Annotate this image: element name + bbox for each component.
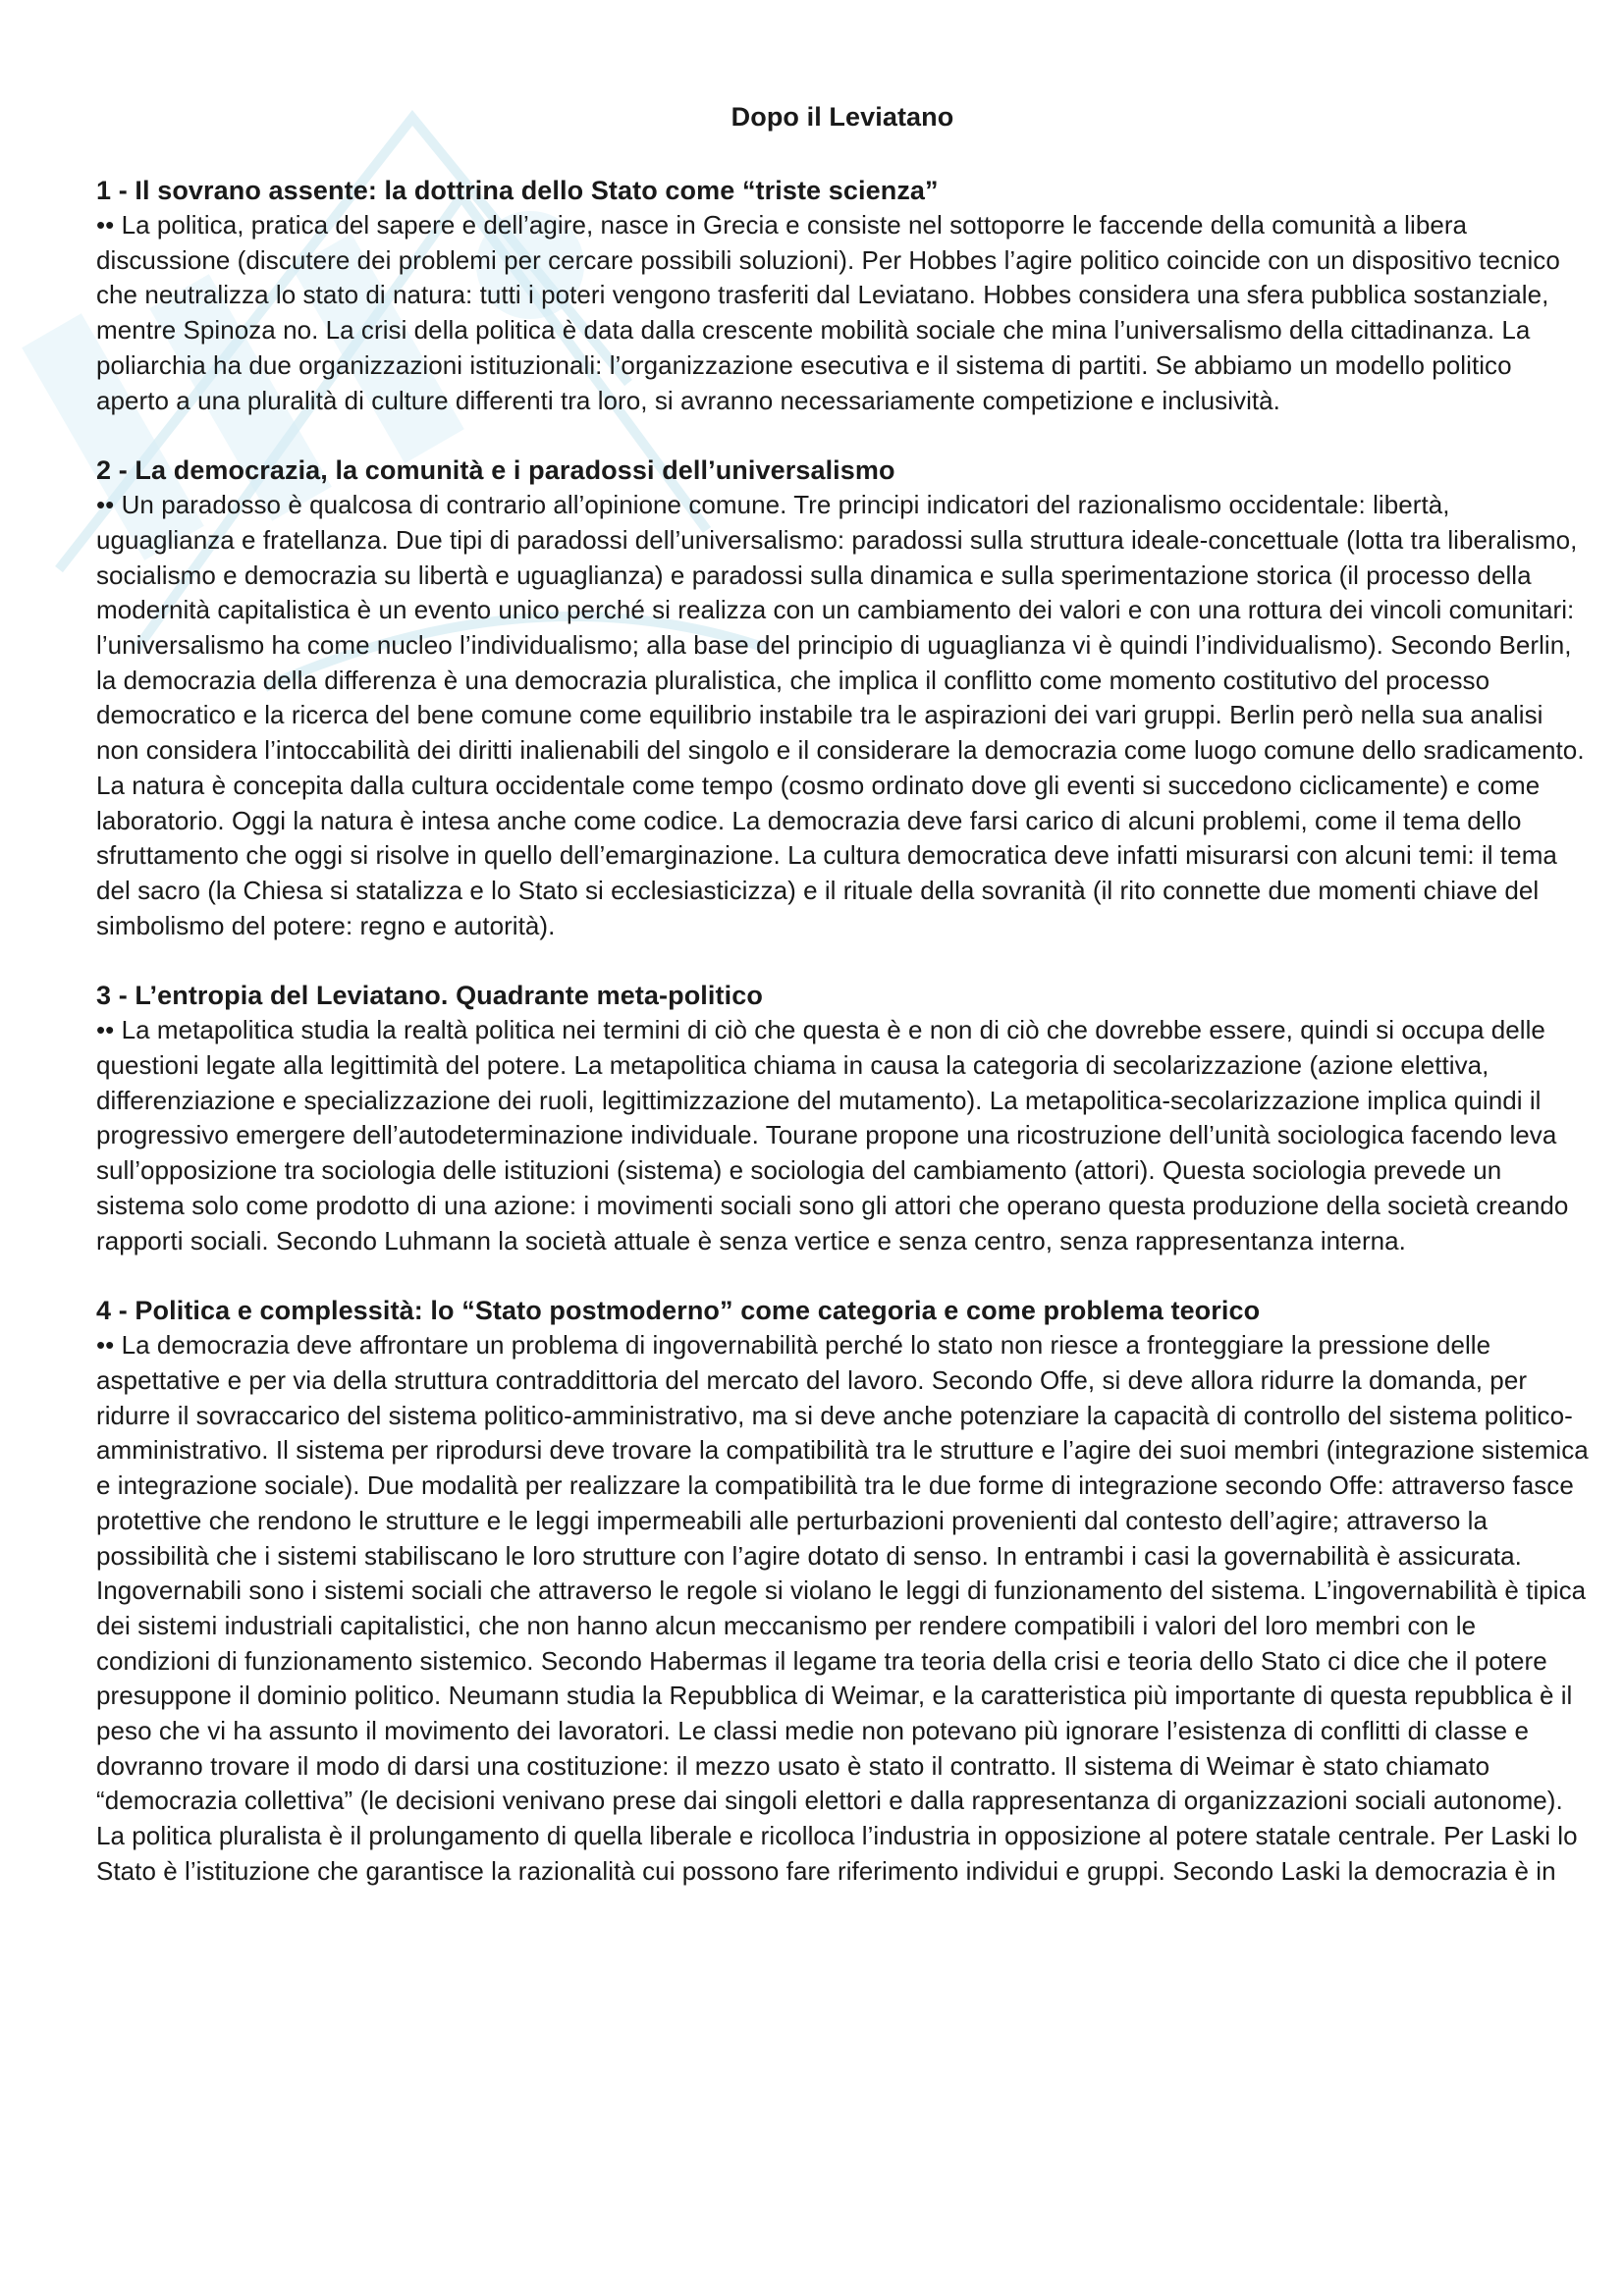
section-2: [96, 453, 1589, 943]
section-body: •• La politica, pratica del sapere e dell’agire, nasce in Grecia e consiste nel sottoporre le faccende della comunità a libera discussione (discutere dei problemi per cercare possibili soluzioni). Per Hobbes l’agire politico coincide con un dispositivo tecnico che neutralizza lo stato di natura: tutti i poteri vengono trasferiti dal Leviatano. Hobbes considera una sfera pubblica sostanziale, mentre Spinoza no. La crisi della politica è data dalla crescente mobilità sociale che mina l’universalismo della cittadinanza. La poliarchia ha due organizzazioni istituzionali: l’organizzazione esecutiva e il sistema di partiti. Se abbiamo un modello politico aperto a una pluralità di culture differenti tra loro, si avranno necessariamente competizione e inclusività.: [96, 210, 1560, 415]
document-page: [96, 98, 1589, 1924]
document-title: Dopo il Leviatano: [731, 102, 954, 132]
section-body: •• Un paradosso è qualcosa di contrario all’opinione comune. Tre principi indicatori del razionalismo occidentale: libertà, uguaglianza e fratellanza. Due tipi di paradossi dell’universalismo: paradossi sulla struttura ideale-concettuale (lotta tra liberalismo, socialismo e democrazia su libertà e uguaglianza) e paradossi sulla dinamica e sulla sperimentazione storica (il processo della modernità capitalistica è un evento unico perché si realizza con un cambiamento dei valori e con una rottura dei vincoli comunitari: l’universalismo ha come nucleo l’individualismo; alla base del principio di uguaglianza vi è quindi l’individualismo). Secondo Berlin, la democrazia della differenza è una democrazia pluralistica, che implica il conflitto come momento costitutivo del processo democratico e la ricerca del bene comune come equilibrio instabile tra le aspirazioni dei vari gruppi. Berlin però nella sua analisi non considera l’intoccabilità dei diritti inalienabili del singolo e il considerare la democrazia come luogo comune dello sradicamento. La natura è concepita dalla cultura occidentale come tempo (cosmo ordinato dove gli eventi si succedono ciclicamente) e come laboratorio. Oggi la natura è intesa anche come codice. La democrazia deve farsi carico di alcuni problemi, come il tema dello sfruttamento che oggi si risolve in quello dell’emarginazione. La cultura democratica deve infatti misurarsi con alcuni temi: il tema del sacro (la Chiesa si statalizza e lo Stato si ecclesiasticizza) e il rituale della sovranità (il rito connette due momenti chiave del simbolismo del potere: regno e autorità).: [96, 490, 1585, 940]
section-heading: 2 - La democrazia, la comunità e i paradossi dell’universalismo: [96, 455, 895, 486]
section-heading: 3 - L’entropia del Leviatano. Quadrante meta-politico: [96, 981, 763, 1011]
section-heading: 1 - Il sovrano assente: la dottrina dello Stato come “triste scienza”: [96, 176, 939, 205]
section-heading: 4 - Politica e complessità: lo “Stato postmoderno” come categoria e come problema teorico: [96, 1296, 1261, 1326]
section-body: •• La democrazia deve affrontare un problema di ingovernabilità perché lo stato non riesce a fronteggiare la pressione delle aspettative e per via della struttura contraddittoria del mercato del lavoro. Secondo Offe, si deve allora ridurre la domanda, per ridurre il sovraccarico del sistema politico-amministrativo, ma si deve anche potenziare la capacità di controllo del sistema politico-amministrativo. Il sistema per riprodursi deve trovare la compatibilità tra le strutture e l’agire dei suoi membri (integrazione sistemica e integrazione sociale). Due modalità per realizzare la compatibilità tra le due forme di integrazione secondo Offe: attraverso fasce protettive che rendono le strutture e le leggi impermeabili alle perturbazioni provenienti dal contesto dell’agire; attraverso la possibilità che i sistemi stabiliscano le loro strutture con l’agire dotato di senso. In entrambi i casi la governabilità è assicurata. Ingovernabili sono i sistemi sociali che attraverso le regole si violano le leggi di funzionamento del sistema. L’ingovernabilità è tipica dei sistemi industriali capitalistici, che non hanno alcun meccanismo per rendere compatibili i valori del loro membri con le condizioni di funzionamento sistemico. Secondo Habermas il legame tra teoria della crisi e teoria dello Stato ci dice che il potere presuppone il dominio politico. Neumann studia la Repubblica di Weimar, e la caratteristica più importante di questa repubblica è il peso che vi ha assunto il movimento dei lavoratori. Le classi medie non potevano più ignorare l’esistenza di conflitti di classe e dovranno trovare il modo di darsi una costituzione: il mezzo usato è stato il contratto. Il sistema di Weimar è stato chiamato “democrazia collettiva” (le decisioni venivano prese dai singoli elettori e dalla rappresentanza di organizzazioni sociali autonome). La politica pluralista è il prolungamento di quella liberale e ricolloca l’industria in opposizione al potere statale centrale. Per Laski lo Stato è l’istituzione che garantisce la razionalità cui possono fare riferimento individui e gruppi. Secondo Laski la democrazia è in: [96, 1330, 1589, 1886]
section-1: [96, 173, 1589, 418]
section-4: [96, 1293, 1589, 1889]
section-3: [96, 978, 1589, 1258]
section-body: •• La metapolitica studia la realtà politica nei termini di ciò che questa è e non di ciò che dovrebbe essere, quindi si occupa delle questioni legate alla legittimità del potere. La metapolitica chiama in causa la categoria di secolarizzazione (azione elettiva, differenziazione e specializzazione dei ruoli, legittimizzazione del mutamento). La metapolitica-secolarizzazione implica quindi il progressivo emergere dell’autodeterminazione individuale. Tourane propone una ricostruzione dell’unità sociologica facendo leva sull’opposizione tra sociologia delle istituzioni (sistema) e sociologia del cambiamento (attori). Questa sociologia prevede un sistema solo come prodotto di una azione: i movimenti sociali sono gli attori che operano questa produzione della società creando rapporti sociali. Secondo Luhmann la società attuale è senza vertice e senza centro, senza rappresentanza interna.: [96, 1015, 1569, 1255]
